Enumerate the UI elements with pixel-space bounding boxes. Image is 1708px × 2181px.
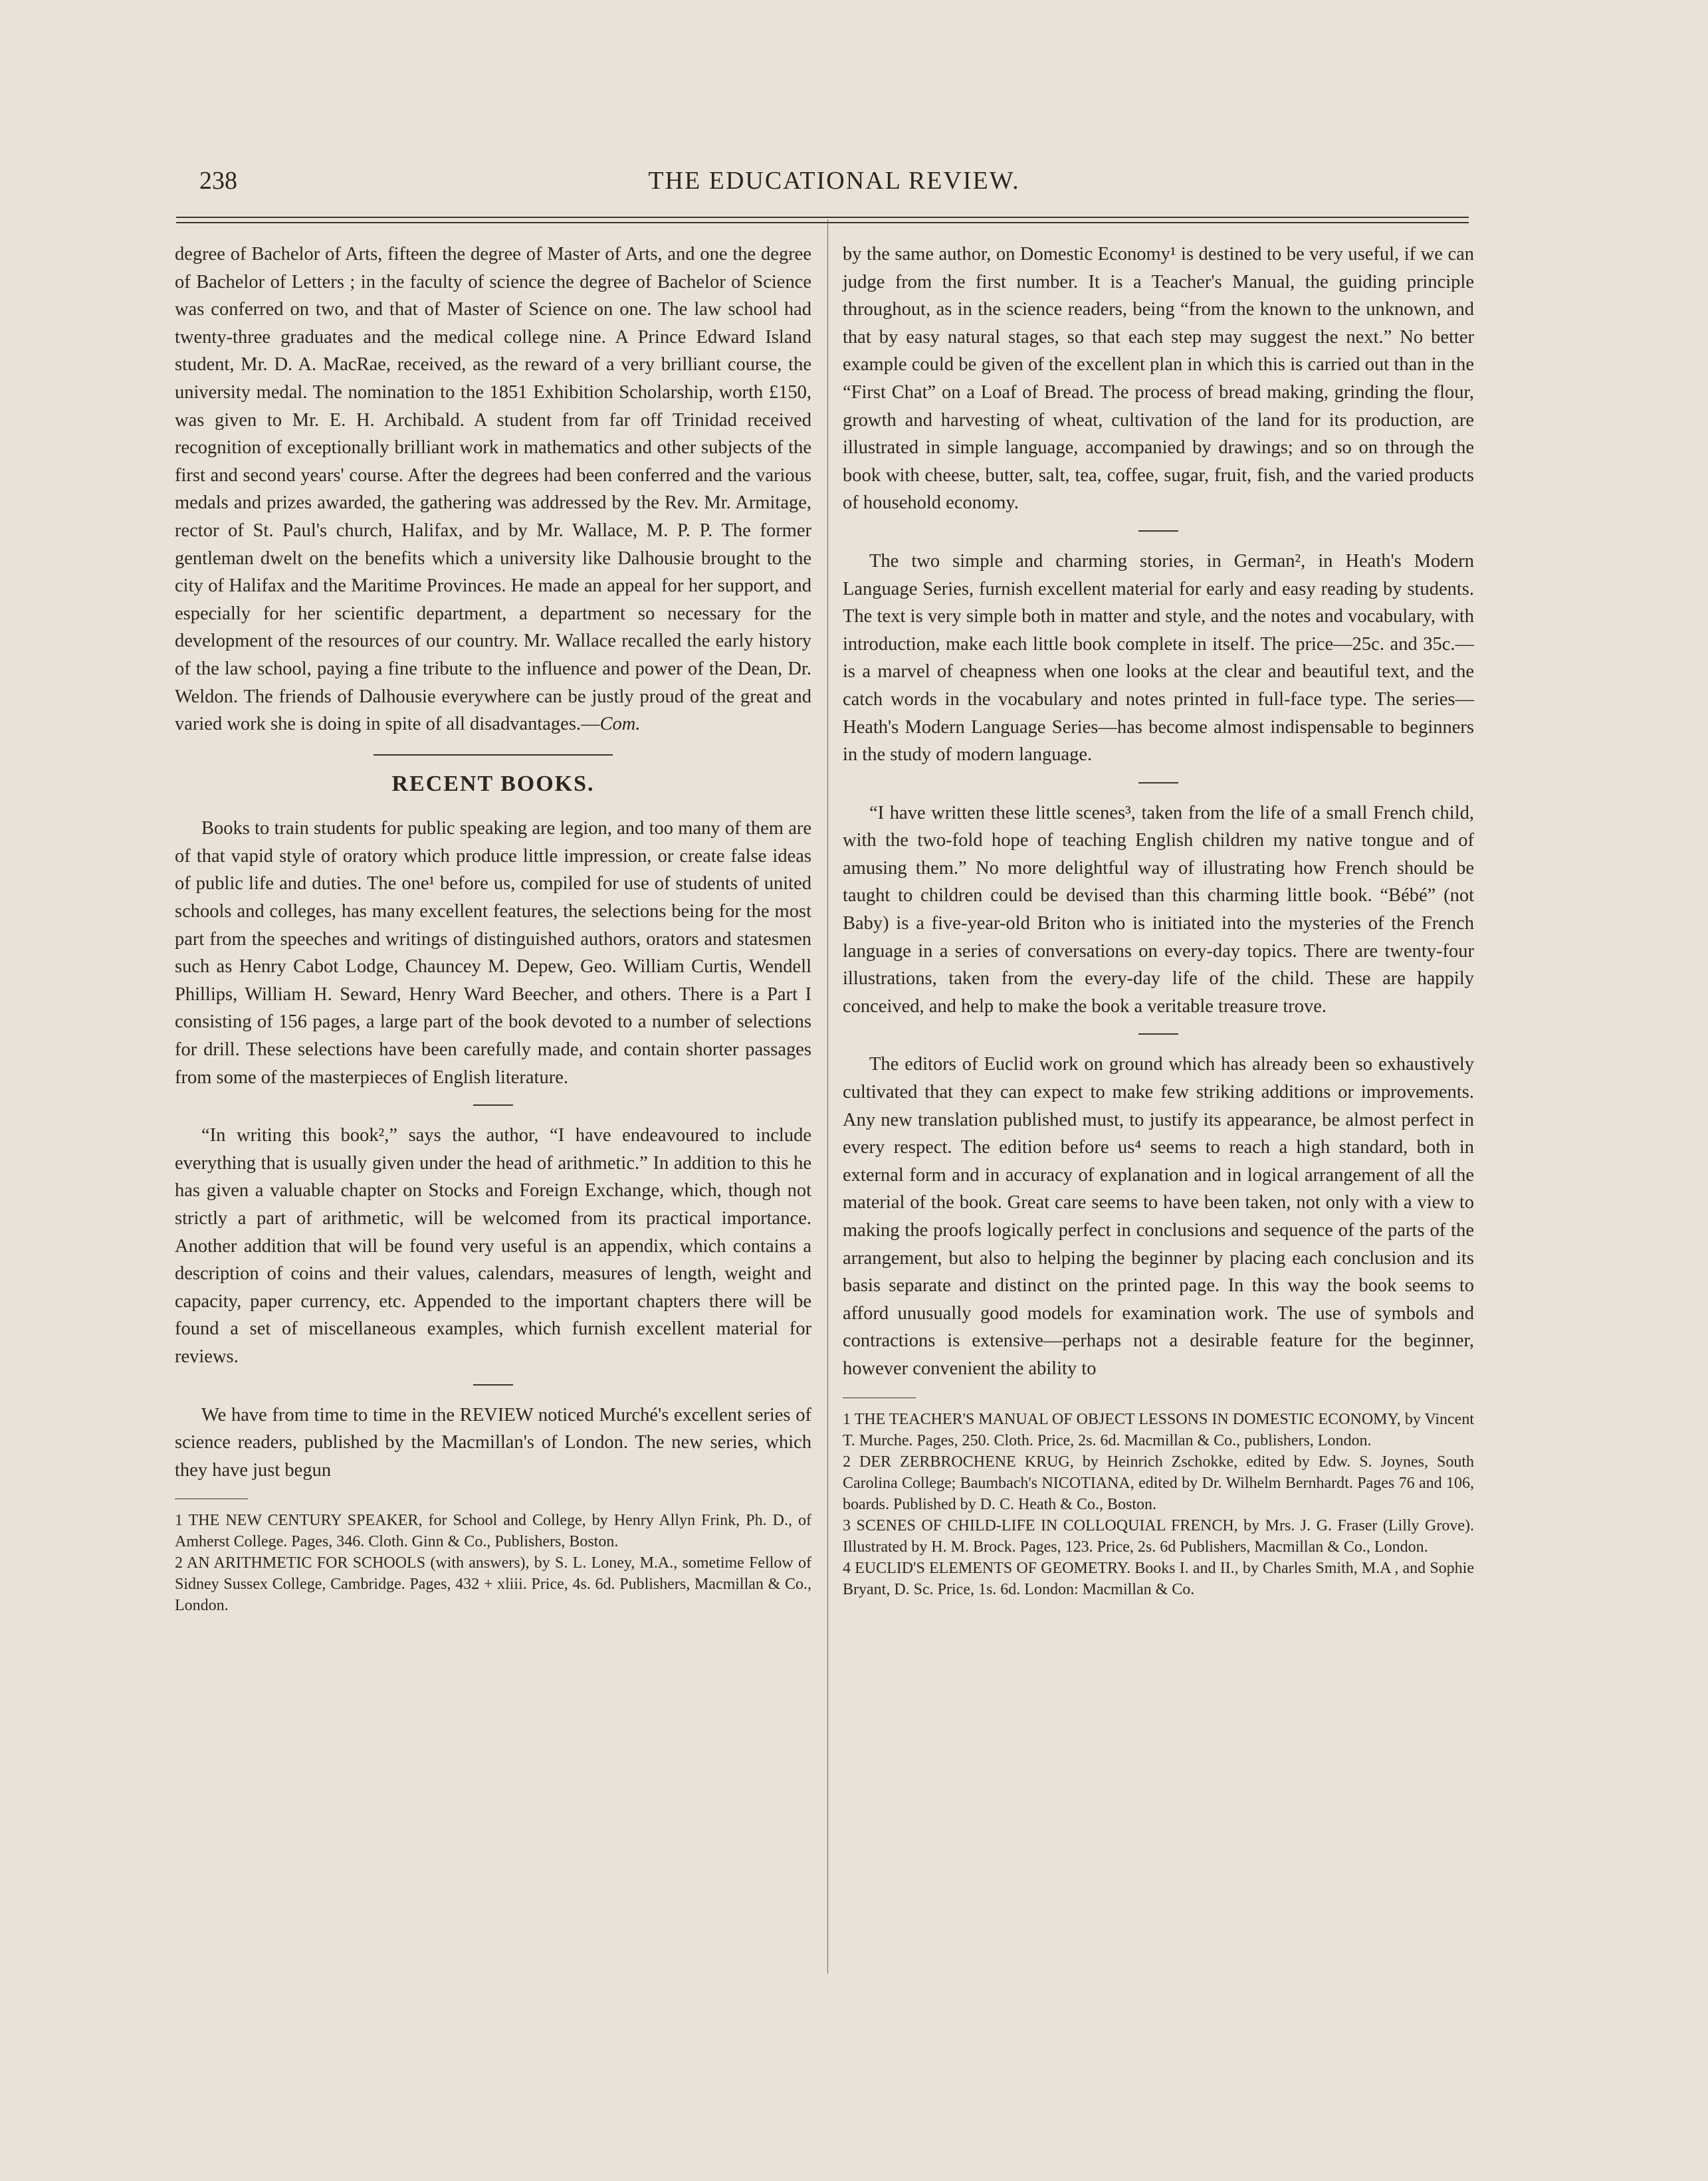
page-number: 238 (199, 167, 237, 195)
left-column (175, 241, 811, 1616)
paragraph: “In writing this book²,” says the author, “I have endeavoured to include everything that is usually given under the head of arithmetic.” In addition to this he has given a valuable chapter on Stocks and Foreign Exchange, which, though not strictly a part of arithmetic, will be welcomed from its practical importance. Another addition that will be found very useful is an appendix, which contains a description of coins and their values, calendars, measures of length, weight and capacity, paper currency, etc. Appended to the important chapters there will be found a set of miscellaneous examples, which furnish excellent material for reviews. (175, 1125, 811, 1367)
separator (1138, 1033, 1178, 1035)
paragraph: Books to train students for public speaking are legion, and too many of them are of that vapid style of oratory which produce little impression, or create false ideas of public life and duties. The one¹ before us, compiled for use of students of united schools and colleges, has many excellent features, the selections being for the most part from the speeches and writings of distinguished authors, orators and statesmen such as Henry Cabot Lodge, Chauncey M. Depew, Geo. William Curtis, Wendell Phillips, William H. Seward, Henry Ward Beecher, and others. There is a Part I consisting of 156 pages, a large part of the book devoted to a number of selections for drill. These selections have been carefully made, and contain shorter passages from some of the masterpieces of English literature. (175, 818, 811, 1088)
separator (1138, 782, 1178, 783)
separator (473, 1104, 513, 1106)
footnote: 1 THE TEACHER'S MANUAL OF OBJECT LESSONS IN DOMESTIC ECONOMY, by Vincent T. Murche. Pages, 250. Cloth. Price, 2s. 6d. Macmillan & Co., publishers, London. (843, 1410, 1474, 1449)
signature: Com. (599, 714, 641, 735)
header-rule-bottom (176, 222, 1469, 223)
paragraph: The editors of Euclid work on ground which has already been so exhaustively cultivated that they can expect to make few striking additions or improvements. Any new translation published must, to justify its appearance, be almost perfect in every respect. The edition before us⁴ seems to reach a high standard, both in external form and in accuracy of explanation and in logical arrangement of all the material of the book. Great care seems to have been taken, not only with a view to making the proofs logically perfect in conclusions and sequence of the parts of the arrangement, but also to helping the beginner by placing each conclusion and its basis separate and distinct on the printed page. In this way the book seems to afford unusually good models for examination work. The use of symbols and contractions is extensive—perhaps not a desirable feature for the beginner, however convenient the ability to (843, 1054, 1474, 1379)
footnote: 2 DER ZERBROCHENE KRUG, by Heinrich Zschokke, edited by Edw. S. Joynes, South Carolina College; Baumbach's NICOTIANA, edited by Dr. Wilhelm Bernhardt. Pages 76 and 106, boards. Published by D. C. Heath & Co., Boston. (843, 1453, 1474, 1513)
paragraph: by the same author, on Domestic Economy¹ is destined to be very useful, if we can judge from the first number. It is a Teacher's Manual, the guiding principle throughout, as in the science readers, being “from the known to the unknown, and that by easy natural stages, so that each step may suggest the next.” No better example could be given of the excellent plan in which this is carried out than in the “First Chat” on a Loaf of Bread. The process of bread making, grinding the flour, growth and harvesting of wheat, cultivation of the land for its production, are illustrated in simple language, accompanied by drawings; and so on through the book with cheese, butter, salt, tea, coffee, sugar, fruit, fish, and the varied products of household economy. (843, 244, 1474, 514)
paragraph (175, 241, 811, 738)
footnote: 3 SCENES OF CHILD-LIFE IN COLLOQUIAL FRENCH, by Mrs. J. G. Fraser (Lilly Grove). Illustrated by H. M. Brock. Pages, 123. Price, 2s. 6d Publishers, Macmillan & Co., London. (843, 1516, 1474, 1556)
column-divider (827, 219, 828, 1974)
footnote: 1 THE NEW CENTURY SPEAKER, for School and College, by Henry Allyn Frink, Ph. D., of Amherst College. Pages, 346. Cloth. Ginn & Co., Publishers, Boston. (175, 1512, 811, 1551)
footnote: 2 AN ARITHMETIC FOR SCHOOLS (with answers), by S. L. Loney, M.A., sometime Fellow of Sidney Sussex College, Cambridge. Pages, 432 + xliii. Price, 4s. 6d. Publishers, Macmillan & Co., London. (175, 1554, 811, 1615)
paragraph-text: degree of Bachelor of Arts, fifteen the degree of Master of Arts, and one the degree of Bachelor of Letters ; in the faculty of science the degree of Bachelor of Science was conferred on two, and that of Master of Science on one. The law school had twenty-three graduates and the medical college nine. A Prince Edward Island student, Mr. D. A. MacRae, received, as the reward of a very brilliant course, the university medal. The nomination to the 1851 Exhibition Scholarship, worth £150, was given to Mr. E. H. Archibald. A student from far off Trinidad received recognition of exceptionally brilliant work in mathematics and other subjects of the first and second years' course. After the degrees had been conferred and the various medals and prizes awarded, the gathering was addressed by the Rev. Mr. Armitage, rector of St. Paul's church, Halifax, and by Mr. Wallace, M. P. P. The former gentleman dwelt on the benefits which a university like Dalhousie brought to the city of Halifax and the Maritime Provinces. He made an appeal for her support, and especially for her scientific department, a department so necessary for the development of the resources of our country. Mr. Wallace recalled the early history of the law school, paying a fine tribute to the influence and power of the Dean, Dr. Weldon. The friends of Dalhousie everywhere can be justly proud of the great and varied work she is doing in spite of all disadvantages.— (175, 244, 811, 735)
paragraph: The two simple and charming stories, in German², in Heath's Modern Language Series, furnish excellent material for early and easy reading by students. The text is very simple both in matter and style, and the notes and vocabulary, with introduction, make each little book complete in itself. The price—25c. and 35c.—is a marvel of cheapness when one looks at the clear and beautiful text, and the catch words in the vocabulary and notes printed in full-face type. The series—Heath's Modern Language Series—has become almost indispensable to beginners in the study of modern language. (843, 550, 1474, 766)
paragraph: We have from time to time in the REVIEW noticed Murché's excellent series of science readers, published by the Macmillan's of London. The new series, which they have just begun (175, 1404, 811, 1481)
section-title: RECENT BOOKS. (391, 771, 595, 796)
separator (1138, 530, 1178, 532)
footnote: 4 EUCLID'S ELEMENTS OF GEOMETRY. Books I. and II., by Charles Smith, M.A , and Sophie Bryant, D. Sc. Price, 1s. 6d. London: Macmillan & Co. (843, 1559, 1474, 1598)
paragraph: “I have written these little scenes³, taken from the life of a small French child, with the two-fold hope of teaching English children my native tongue and of amusing them.” No more delightful way of illustrating how French should be taught to children could be devised than this charming little book. “Bébé” (not Baby) is a five-year-old Briton who is initiated into the mysteries of the French language in a series of conversations on every-day topics. There are twenty-four illustrations, taken from the every-day life of the child. These are happily conceived, and help to make the book a veritable treasure trove. (843, 802, 1474, 1017)
right-column (843, 241, 1474, 1600)
separator (473, 1384, 513, 1386)
header-rule-top (176, 217, 1469, 218)
running-title: THE EDUCATIONAL REVIEW. (648, 167, 1020, 195)
page-header (199, 166, 1469, 206)
section-rule (374, 754, 613, 756)
